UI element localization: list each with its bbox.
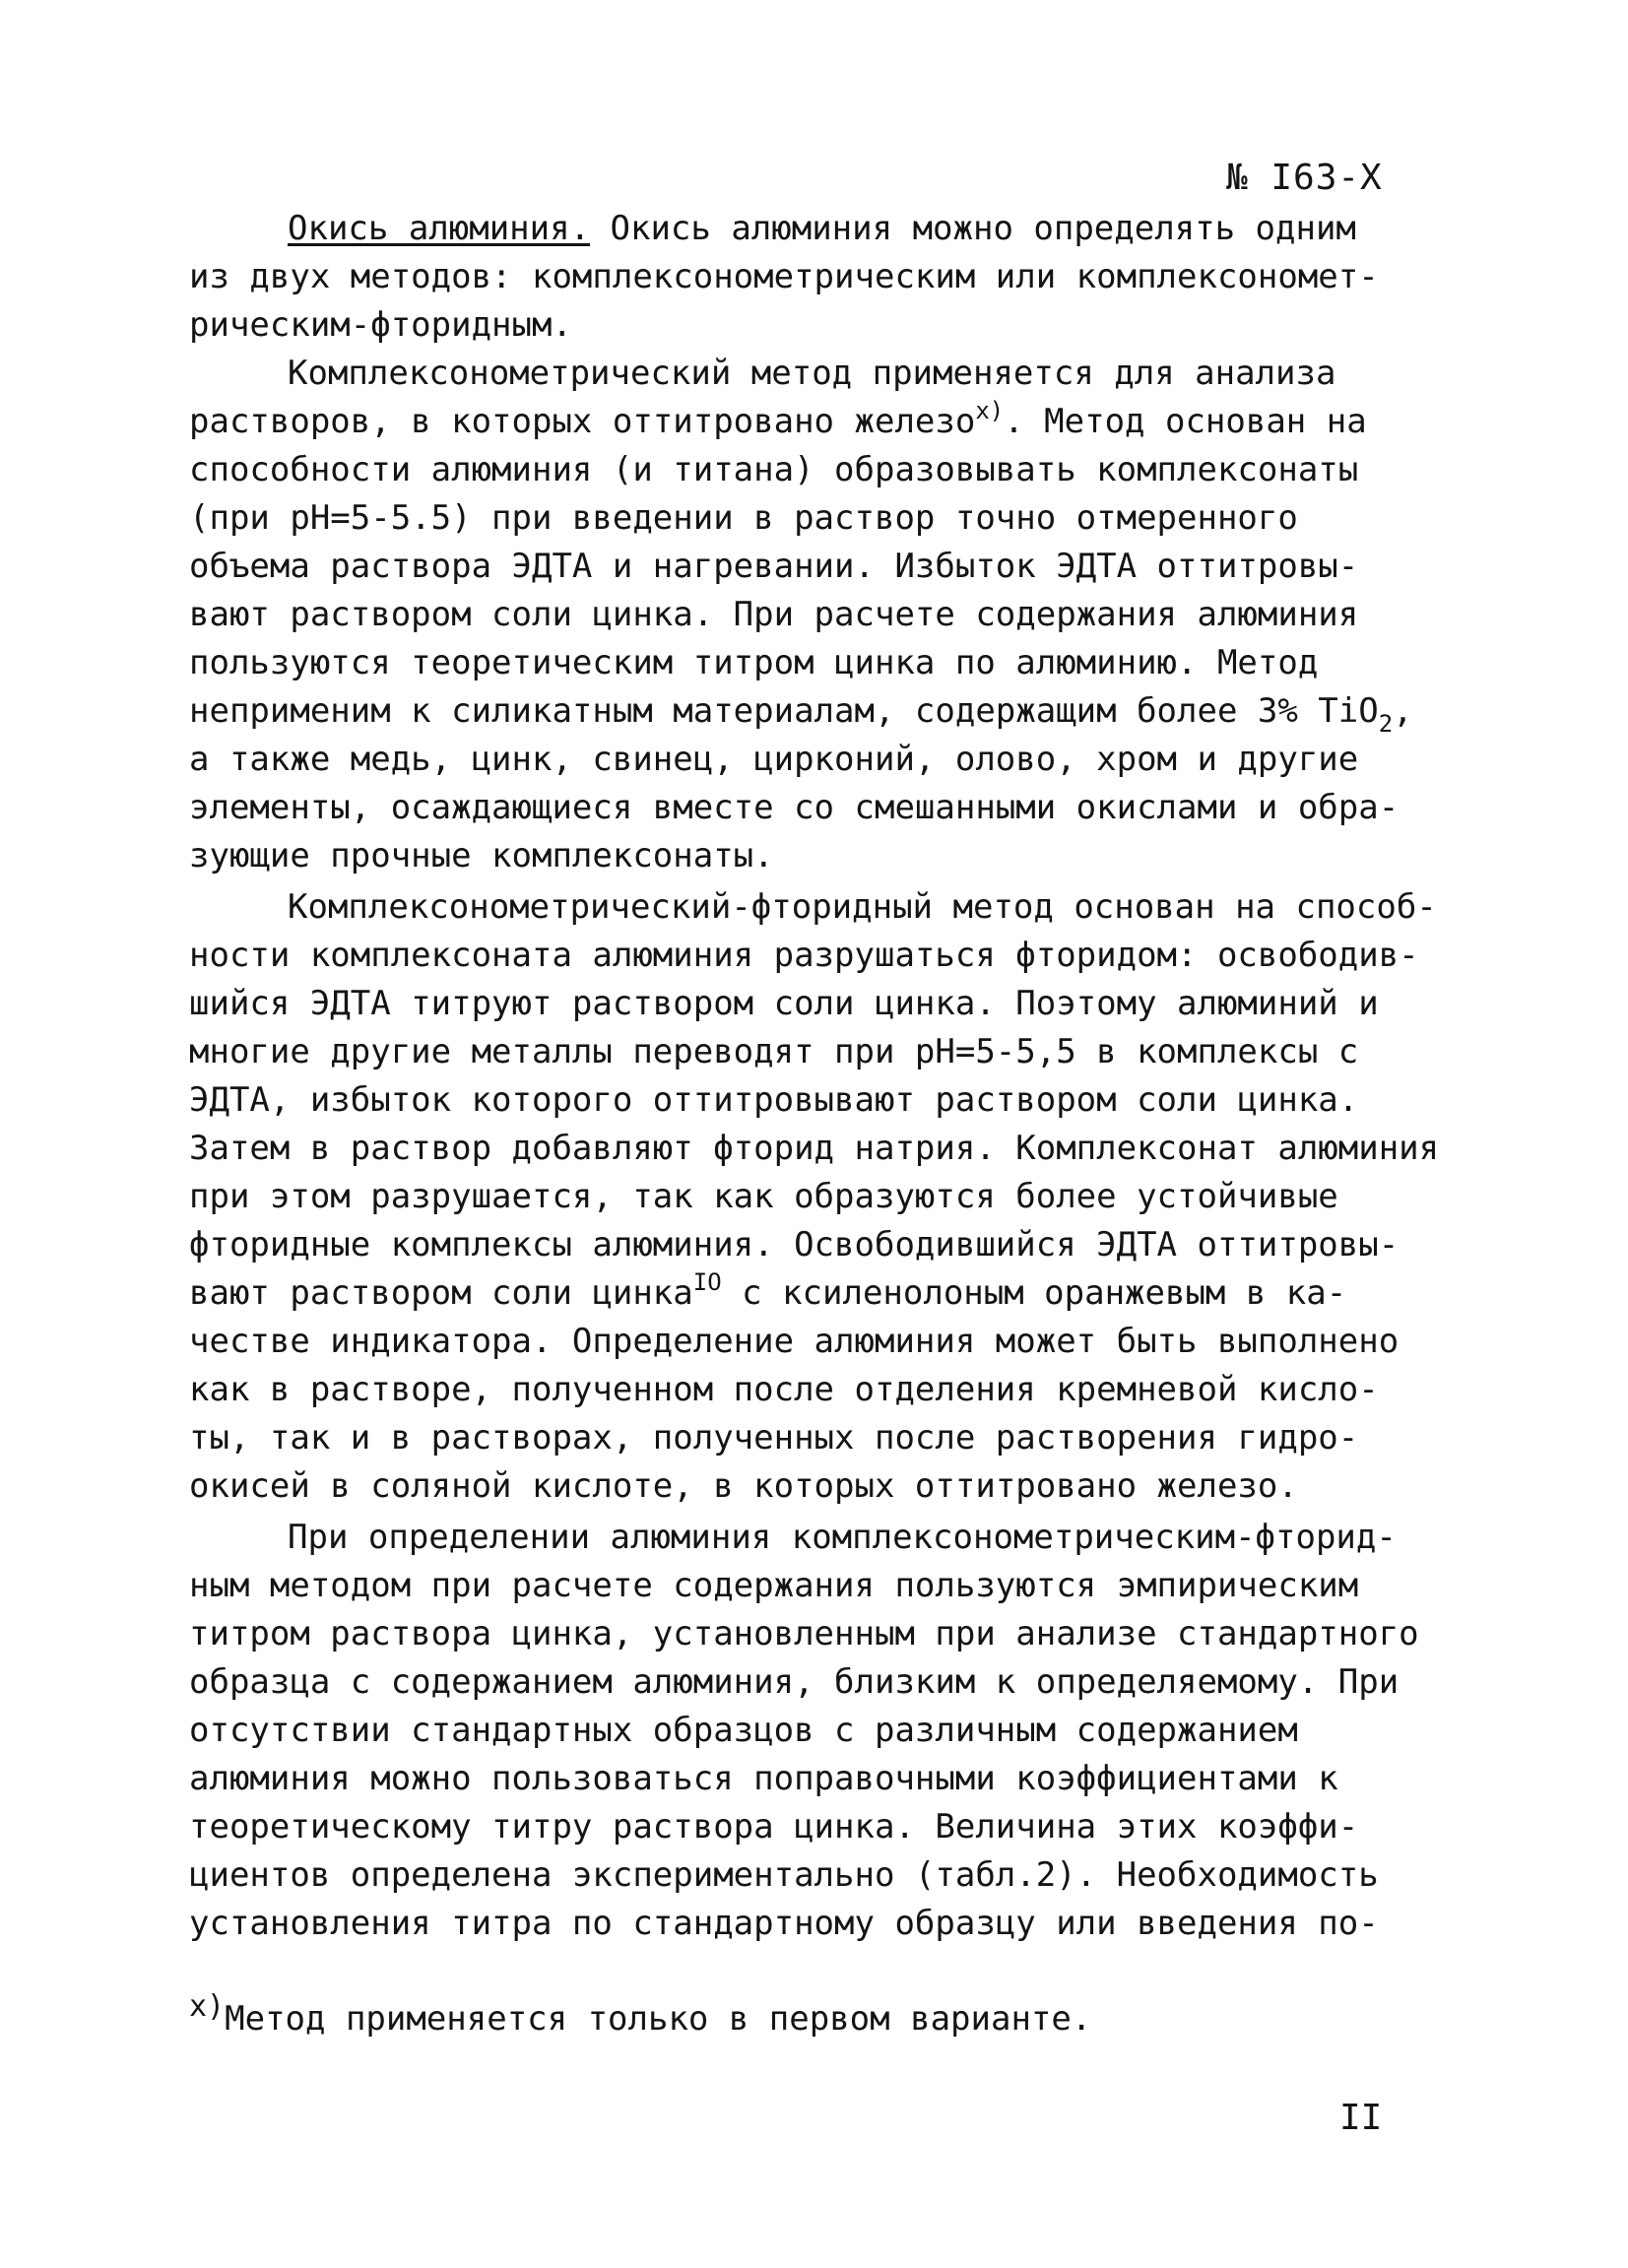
text-line: отсутствии стандартных образцов с различным содержанием xyxy=(189,1711,1298,1750)
text-line: теоретическому титру раствора цинка. Величина этих коэффи- xyxy=(189,1807,1359,1847)
text-line: Комплексонометрический-фторидный метод основан на способ- xyxy=(288,887,1437,927)
section-heading: Окись алюминия. xyxy=(288,209,591,248)
text-line: из двух методов: комплексонометрическим или комплексономет- xyxy=(189,257,1379,296)
footnote-text: Метод применяется только в первом варианте. xyxy=(225,1999,1092,2039)
page-number: II xyxy=(1339,2098,1383,2138)
reference-number: IO xyxy=(692,1268,722,1296)
text-fragment: вают раствором соли цинка xyxy=(189,1273,693,1313)
text-line: ности комплексоната алюминия разрушаться фторидом: освободив- xyxy=(189,936,1419,975)
text-line: образца с содержанием алюминия, близким к определяемому. При xyxy=(189,1662,1400,1702)
text-fragment: Окись алюминия можно определять одним xyxy=(590,209,1356,248)
subscript: 2 xyxy=(1378,710,1394,738)
text-line: элементы, осаждающиеся вместе со смешанными окислами и обра- xyxy=(189,788,1400,827)
text-line: При определении алюминия комплексонометрическим-фторид- xyxy=(288,1518,1397,1557)
text-line: Комплексонометрический метод применяется для анализа xyxy=(288,354,1336,393)
text-line: алюминия можно пользоваться поправочными коэффициентами к xyxy=(189,1759,1338,1798)
text-line: зующие прочные комплексонаты. xyxy=(189,836,774,875)
text-line: рическим-фторидным. xyxy=(189,305,572,345)
text-fragment: растворов, в которых оттитровано железо xyxy=(189,402,976,441)
text-line: Затем в раствор добавляют фторид натрия. Комплексонат алюминия xyxy=(189,1129,1440,1168)
text-line xyxy=(189,1268,1347,1313)
text-line: ты, так и в растворах, полученных после растворения гидро- xyxy=(189,1418,1359,1458)
text-line: пользуются теоретическим титром цинка по алюминию. Метод xyxy=(189,643,1319,682)
text-line: многие другие металлы переводят при pH=5-5,5 в комплексы с xyxy=(189,1032,1359,1071)
text-line: установления титра по стандартному образцу или введения по- xyxy=(189,1904,1379,1943)
text-line: фторидные комплексы алюминия. Освободившийся ЭДТА оттитровы- xyxy=(189,1225,1400,1264)
text-fragment: , xyxy=(1393,691,1413,731)
text-fragment: неприменим к силикатным материалам, содержащим более 3% TiO xyxy=(189,691,1379,731)
text-line: а также медь, цинк, свинец, цирконий, олово, хром и другие xyxy=(189,740,1359,779)
text-line: циентов определена экспериментально (табл.2). Необходимость xyxy=(189,1855,1379,1895)
footnote-ref: x) xyxy=(975,397,1005,424)
text-line: честве индикатора. Определение алюминия может быть выполнено xyxy=(189,1322,1400,1361)
text-line: вают раствором соли цинка. При расчете содержания алюминия xyxy=(189,595,1359,634)
text-line xyxy=(288,209,1356,248)
text-line: как в растворе, полученном после отделения кремневой кисло- xyxy=(189,1370,1379,1409)
text-line: окисей в соляной кислоте, в которых оттитровано железо. xyxy=(189,1466,1298,1506)
text-line: ЭДТА, избыток которого оттитровывают раствором соли цинка. xyxy=(189,1080,1359,1120)
text-line: титром раствора цинка, установленным при анализе стандартного xyxy=(189,1614,1419,1653)
text-fragment: . Метод основан на xyxy=(1004,402,1367,441)
footnote xyxy=(189,1989,1092,2039)
text-line: (при pH=5-5.5) при введении в раствор точно отмеренного xyxy=(189,498,1298,538)
text-fragment: с ксиленолоным оранжевым в ка- xyxy=(721,1273,1347,1313)
text-line: объема раствора ЭДТА и нагревании. Избыток ЭДТА оттитровы- xyxy=(189,547,1359,586)
document-number: № I63-X xyxy=(1226,158,1383,198)
footnote-mark: x) xyxy=(189,1989,226,2024)
text-line: шийся ЭДТА титруют раствором соли цинка. Поэтому алюминий и xyxy=(189,984,1379,1023)
text-line xyxy=(189,691,1413,738)
text-line: ным методом при расчете содержания пользуются эмпирическим xyxy=(189,1566,1359,1605)
text-line xyxy=(189,397,1367,441)
text-line: способности алюминия (и титана) образовывать комплексонаты xyxy=(189,450,1359,489)
text-line: при этом разрушается, так как образуются более устойчивые xyxy=(189,1177,1338,1216)
